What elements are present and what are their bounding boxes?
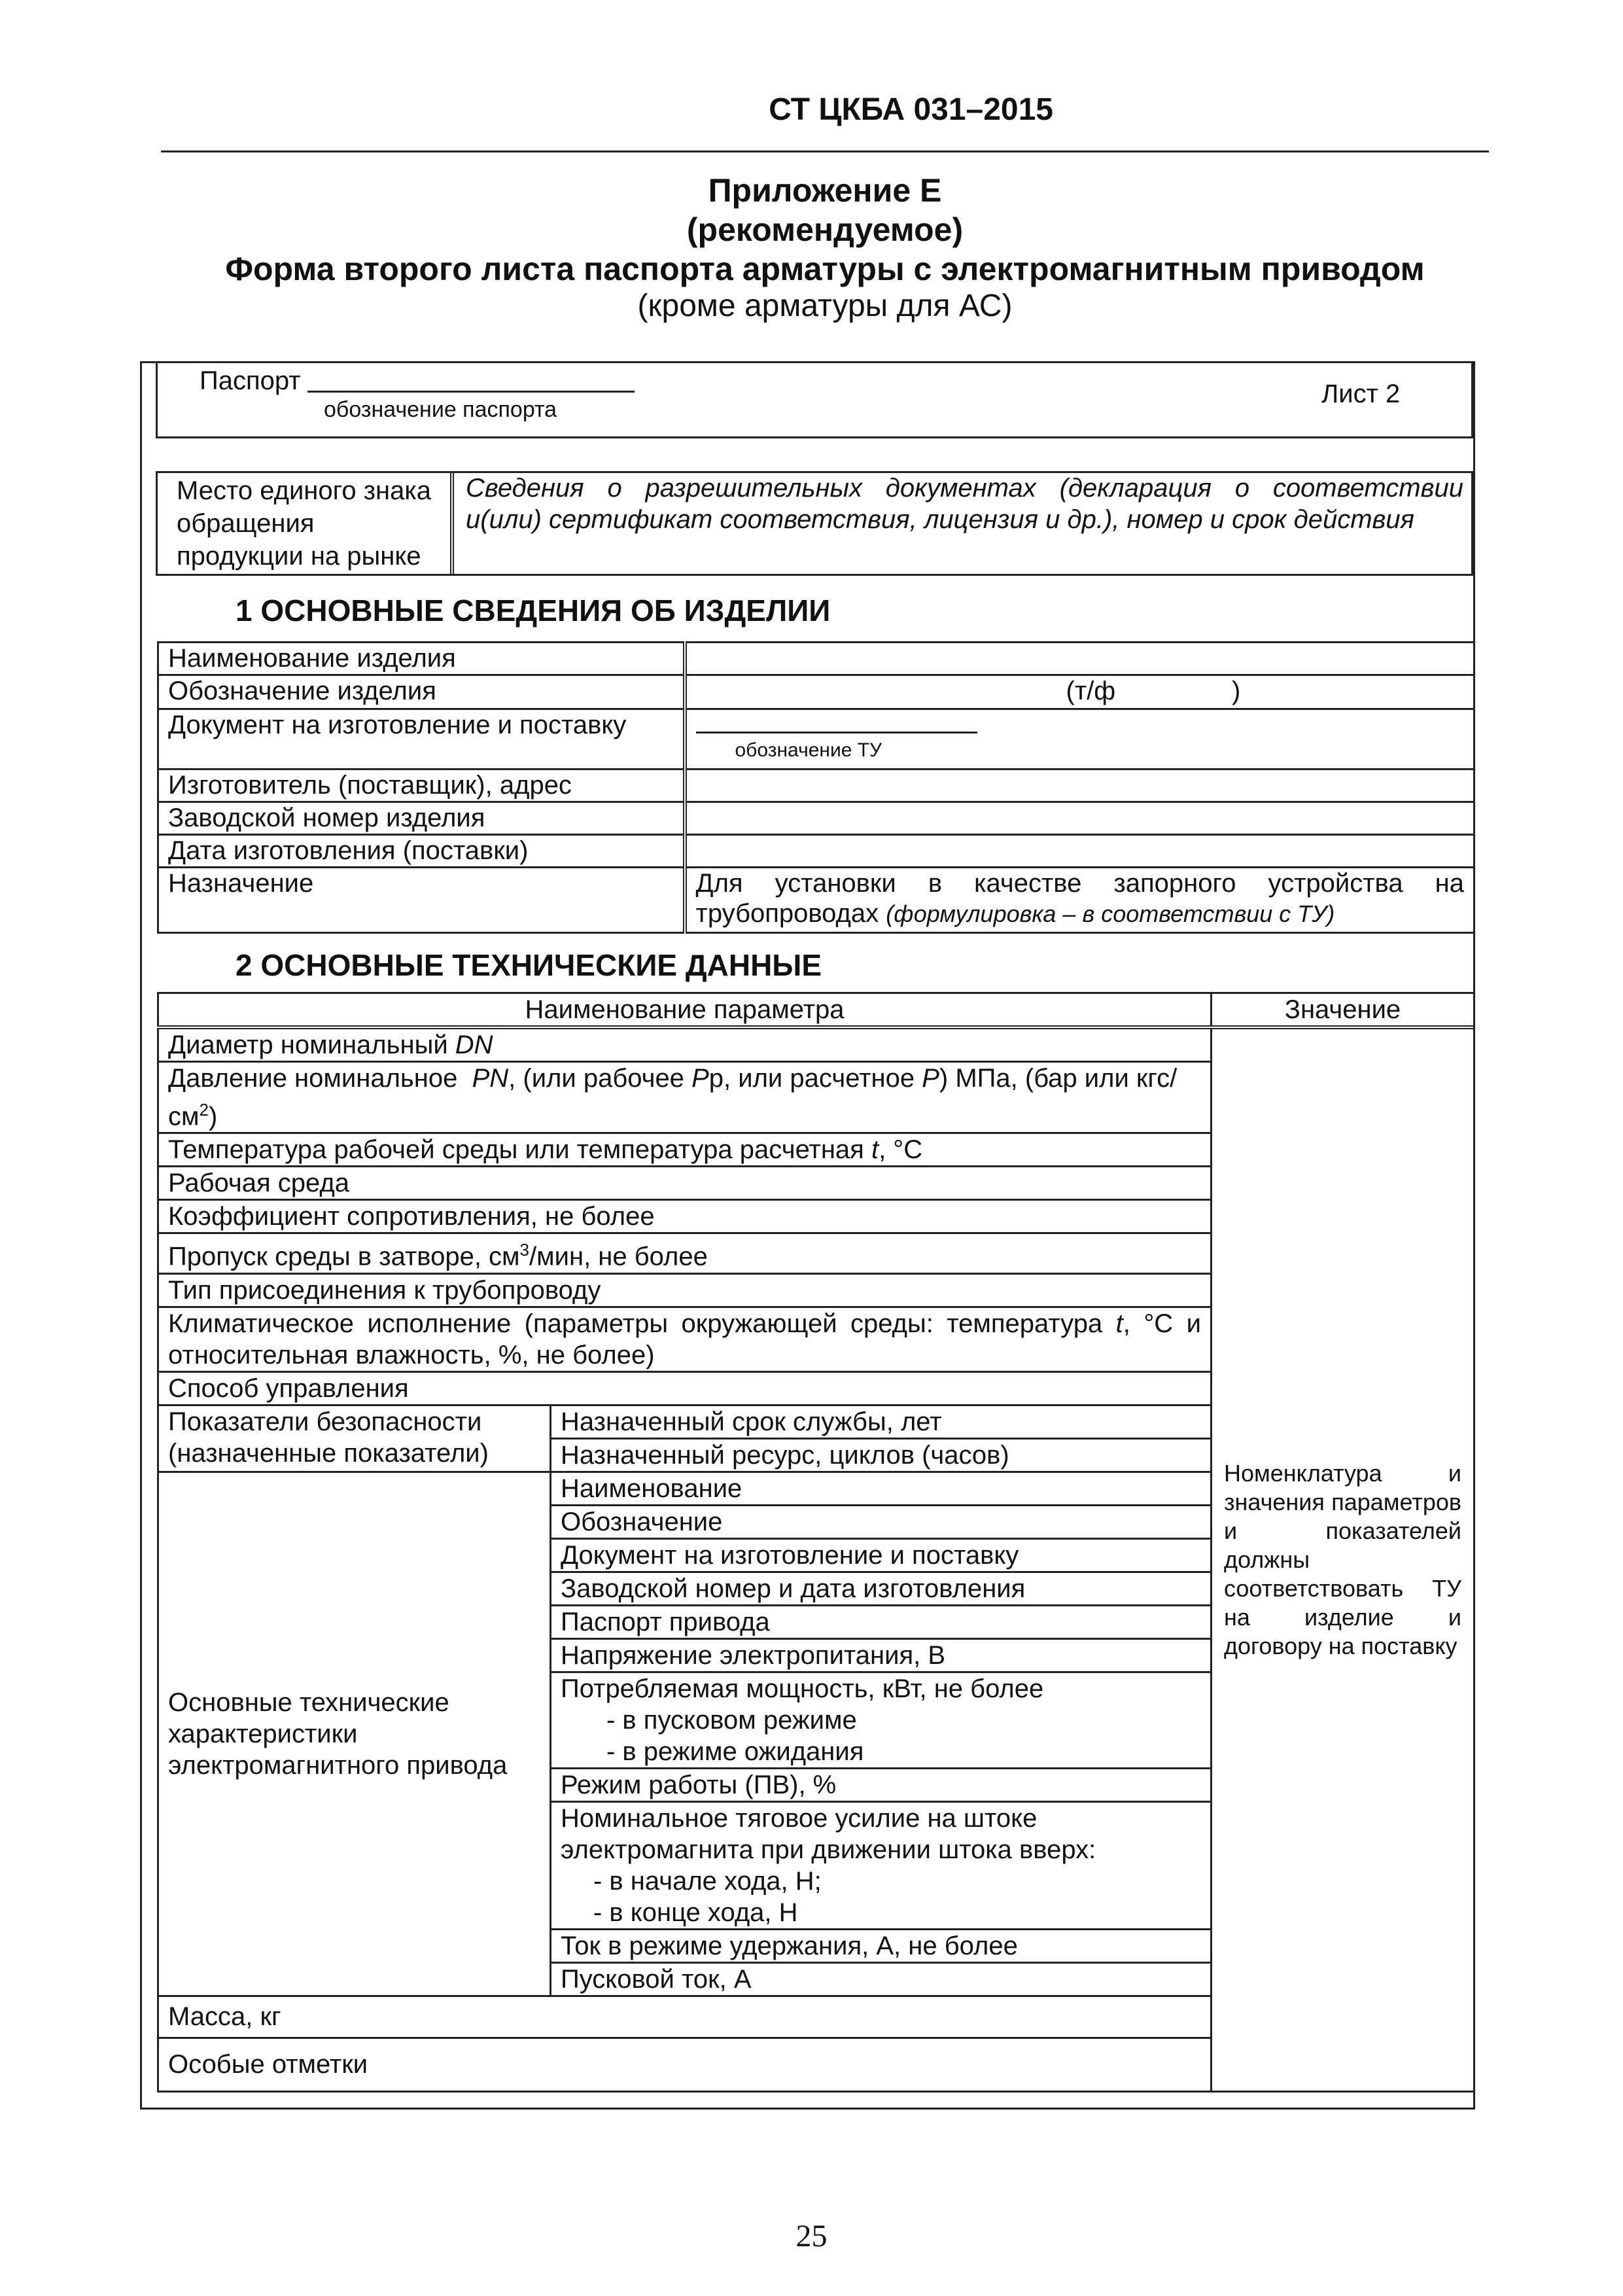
param-text: Климатическое исполнение (параметры окружающей среды: температура: [168, 1309, 1103, 1338]
param-symbol: t: [1115, 1309, 1123, 1338]
tu-caption: обозначение ТУ: [735, 739, 882, 761]
param-text: р, или расчетное: [708, 1064, 915, 1093]
param-resistance: Коэффициент сопротивления, не более: [158, 1200, 1212, 1233]
header-value: Значение: [1212, 993, 1475, 1028]
param-control: Способ управления: [158, 1371, 1212, 1405]
param-text: , °С: [879, 1135, 923, 1165]
param-climate: [158, 1307, 1212, 1371]
param-resource: Назначенный ресурс, циклов (часов): [551, 1438, 1212, 1472]
table-row: [158, 802, 1475, 835]
form-title: Форма второго листа паспорта арматуры с электромагнитным приводом: [225, 251, 1425, 287]
param-drive-designation: Обозначение: [551, 1505, 1212, 1538]
value-cell[interactable]: [685, 868, 1475, 933]
param-leakage: [158, 1233, 1212, 1273]
mark-divider: [450, 471, 454, 576]
param-text: Температура рабочей среды или температура расчетная: [168, 1135, 864, 1165]
param-subitem: - в конце хода, Н: [593, 1898, 798, 1927]
param-drive-doc: Документ на изготовление и поставку: [551, 1538, 1212, 1572]
param-subitem: - в начале хода, Н;: [593, 1866, 822, 1896]
param-symbol: Р: [691, 1064, 709, 1093]
value-cell[interactable]: [685, 769, 1475, 802]
param-temperature: [158, 1133, 1212, 1167]
form-subtitle: (кроме арматуры для АС): [637, 289, 1013, 323]
value-cell[interactable]: [685, 643, 1475, 675]
header-rule: [161, 150, 1489, 152]
purpose-note: (формулировка – в соответствии с ТУ): [886, 900, 1335, 927]
permits-info-line1: Сведения о разрешительных документах (декларация о соответствии: [466, 474, 1463, 503]
product-info-table: [157, 641, 1475, 934]
tu-field-line[interactable]: [696, 732, 977, 733]
param-text: , (или рабочее: [508, 1064, 684, 1093]
param-symbol: Р: [922, 1064, 939, 1093]
safety-group: Показатели безопасности (назначенные показатели): [158, 1405, 551, 1472]
table-header-row: [158, 993, 1475, 1028]
param-drive-name: Наименование: [551, 1472, 1212, 1505]
drive-group: Основные технические характеристики электромагнитного привода: [158, 1472, 551, 1996]
section2-title: 2 ОСНОВНЫЕ ТЕХНИЧЕСКИЕ ДАННЫЕ: [236, 948, 822, 982]
table-row: [158, 643, 1475, 675]
param-hold-current: Ток в режиме удержания, А, не более: [551, 1929, 1212, 1962]
param-text: Номинальное тяговое усилие на штоке электромагнита при движении штока вверх:: [561, 1803, 1096, 1864]
sheet-label: Лист 2: [1321, 380, 1401, 408]
param-text: Потребляемая мощность, кВт, не более: [561, 1674, 1044, 1703]
param-text: , °С и относительная влажность, %, не более): [168, 1309, 1201, 1369]
param-pressure: [158, 1062, 1212, 1133]
superscript: 3: [519, 1240, 530, 1260]
passport-caption: обозначение паспорта: [324, 397, 557, 422]
param-start-current: Пусковой ток, А: [551, 1962, 1212, 1996]
document-code: СТ ЦКБА 031–2015: [769, 92, 1053, 127]
superscript: 2: [199, 1100, 209, 1120]
param-service-life: Назначенный срок службы, лет: [551, 1405, 1212, 1438]
value-note[interactable]: Номенклатура и значения параметров и показателей должны соответствовать ТУ на изделие и договору на поставку: [1212, 1027, 1475, 2091]
value-cell[interactable]: (т/ф ): [685, 675, 1475, 709]
table-row: [158, 675, 1475, 709]
row-label: Обозначение изделия: [158, 675, 685, 709]
param-subitem: - в режиме ожидания: [606, 1737, 864, 1766]
table-row: [158, 709, 1475, 769]
table-row: [158, 769, 1475, 802]
param-text: ) МПа, (бар или кгс/см: [168, 1064, 1178, 1131]
param-text: Пропуск среды в затворе, см: [168, 1242, 520, 1271]
param-remarks: Особые отметки: [158, 2038, 1212, 2091]
param-symbol: t: [871, 1135, 879, 1165]
table-row: [158, 1027, 1475, 1062]
row-label: Назначение: [158, 868, 685, 933]
passport-field-line[interactable]: [307, 391, 635, 393]
passport-label: Паспорт: [200, 366, 301, 395]
header-param: Наименование параметра: [158, 993, 1212, 1028]
permits-info-line2: и(или) сертификат соответствия, лицензия и др.), номер и срок действия: [466, 505, 1415, 534]
purpose-text: Для установки в качестве запорного устройства на трубопроводах: [695, 869, 1464, 928]
row-label: Изготовитель (поставщик), адрес: [158, 769, 685, 802]
param-text: Давление номинальное: [168, 1064, 458, 1093]
param-text: Диаметр номинальный: [168, 1031, 448, 1059]
param-voltage: Напряжение электропитания, В: [551, 1638, 1212, 1672]
row-label: Наименование изделия: [158, 643, 685, 675]
value-cell[interactable]: [685, 802, 1475, 835]
value-cell[interactable]: [685, 709, 1475, 769]
param-mass: Масса, кг: [158, 1996, 1212, 2038]
row-label: Документ на изготовление и поставку: [158, 709, 685, 769]
row-label: Заводской номер изделия: [158, 802, 685, 835]
appendix-status: (рекомендуемое): [686, 211, 964, 248]
value-cell[interactable]: [685, 835, 1475, 868]
tech-data-table: [157, 992, 1475, 2093]
param-drive-passport: Паспорт привода: [551, 1605, 1212, 1638]
param-dn: [158, 1027, 1212, 1062]
param-symbol: PN: [472, 1064, 509, 1093]
table-row: [158, 835, 1475, 868]
section1-title: 1 ОСНОВНЫЕ СВЕДЕНИЯ ОБ ИЗДЕЛИИ: [236, 593, 831, 627]
param-power: [551, 1672, 1212, 1768]
param-symbol: DN: [455, 1031, 493, 1059]
param-text: ): [208, 1102, 218, 1131]
table-row: [158, 868, 1475, 933]
param-text: /мин, не более: [529, 1242, 708, 1271]
appendix-title: Приложение Е: [708, 172, 942, 209]
row-label: Дата изготовления (поставки): [158, 835, 685, 868]
page-number: 25: [795, 2219, 828, 2253]
param-connection: Тип присоединения к трубопроводу: [158, 1273, 1212, 1307]
param-subitem: - в пусковом режиме: [606, 1705, 857, 1735]
param-medium: Рабочая среда: [158, 1167, 1212, 1200]
param-force: [551, 1801, 1212, 1929]
param-duty: Режим работы (ПВ), %: [551, 1768, 1212, 1801]
market-mark-label: Место единого знака обращения продукции на рынке: [177, 476, 432, 571]
param-drive-serial: Заводской номер и дата изготовления: [551, 1572, 1212, 1605]
